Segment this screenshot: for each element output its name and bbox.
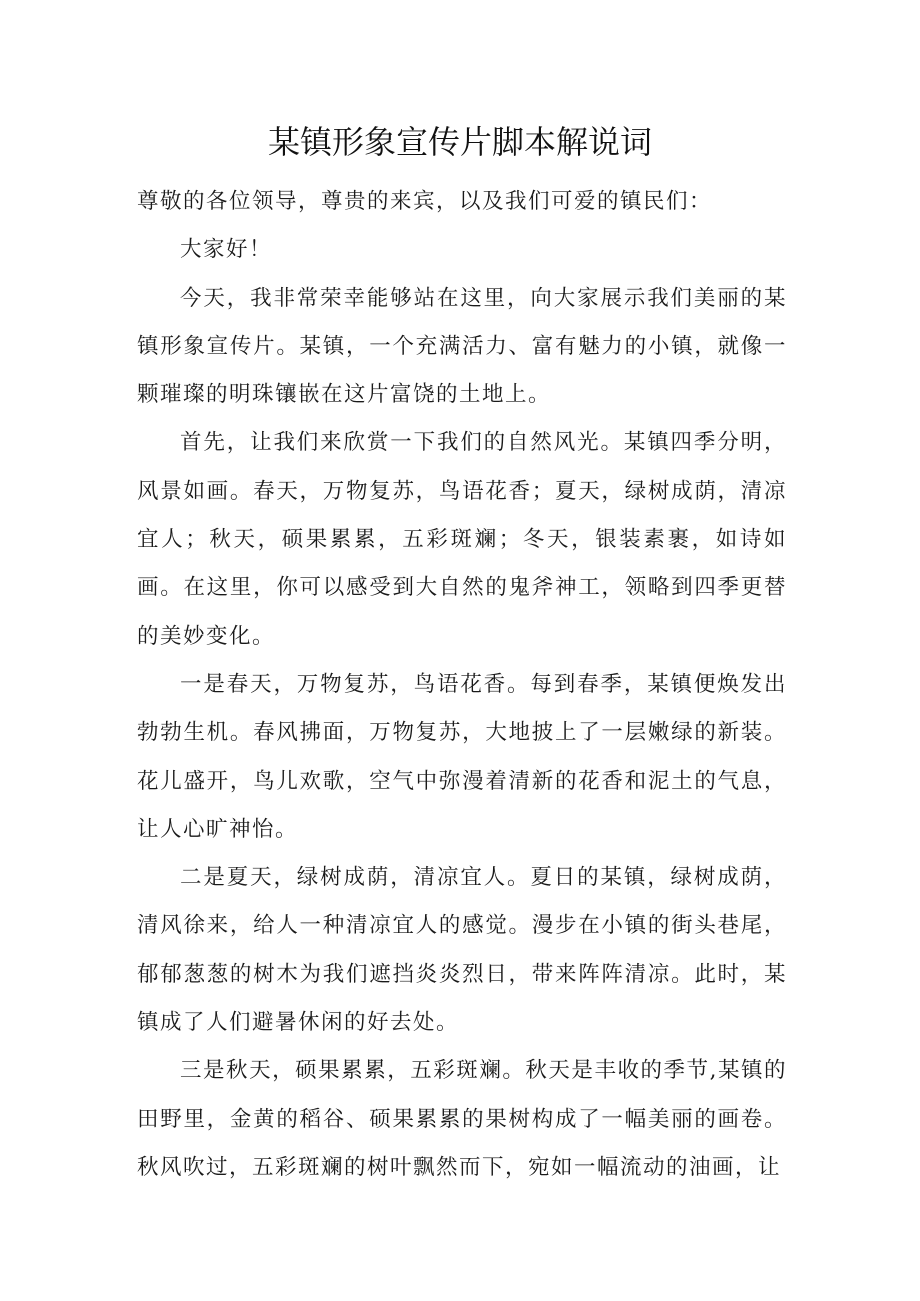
- greeting-paragraph: 大家好！: [180, 237, 273, 263]
- document-body: [137, 178, 787, 1192]
- summer-paragraph: 二是夏天，绿树成荫，清凉宜人。夏日的某镇，绿树成荫，清风徐来，给人一种清凉宜人的感觉。漫步在小镇的街头巷尾，郁郁葱葱的树木为我们遮挡炎炎烈日，带来阵阵清凉。此时，某镇成了人们避暑休闲的好去处。: [137, 865, 787, 1036]
- spring-paragraph: 一是春天，万物复苏，鸟语花香。每到春季，某镇便焕发出勃勃生机。春风拂面，万物复苏，大地披上了一层嫩绿的新装。花儿盛开，鸟儿欢歌，空气中弥漫着清新的花香和泥土的气息，让人心旷神怡。: [137, 671, 787, 842]
- document-title: 某镇形象宣传片脚本解说词: [267, 123, 652, 161]
- scenery-paragraph: 首先，让我们来欣赏一下我们的自然风光。某镇四季分明，风景如画。春天，万物复苏，鸟语花香；夏天，绿树成荫，清凉宜人；秋天，硕果累累，五彩斑斓；冬天，银装素裹，如诗如画。在这里，你可以感受到大自然的鬼斧神工，领略到四季更替的美妙变化。: [137, 430, 787, 649]
- autumn-paragraph: 三是秋天，硕果累累，五彩斑斓。秋天是丰收的季节,某镇的田野里，金黄的稻谷、硕果累累的果树构成了一幅美丽的画卷。秋风吹过，五彩斑斓的树叶飘然而下，宛如一幅流动的油画，让: [137, 1058, 787, 1180]
- salutation-paragraph: 尊敬的各位领导，尊贵的来宾，以及我们可爱的镇民们：: [137, 189, 713, 214]
- intro-paragraph: 今天，我非常荣幸能够站在这里，向大家展示我们美丽的某镇形象宣传片。某镇，一个充满活力、富有魅力的小镇，就像一颗璀璨的明珠镶嵌在这片富饶的土地上。: [137, 285, 787, 408]
